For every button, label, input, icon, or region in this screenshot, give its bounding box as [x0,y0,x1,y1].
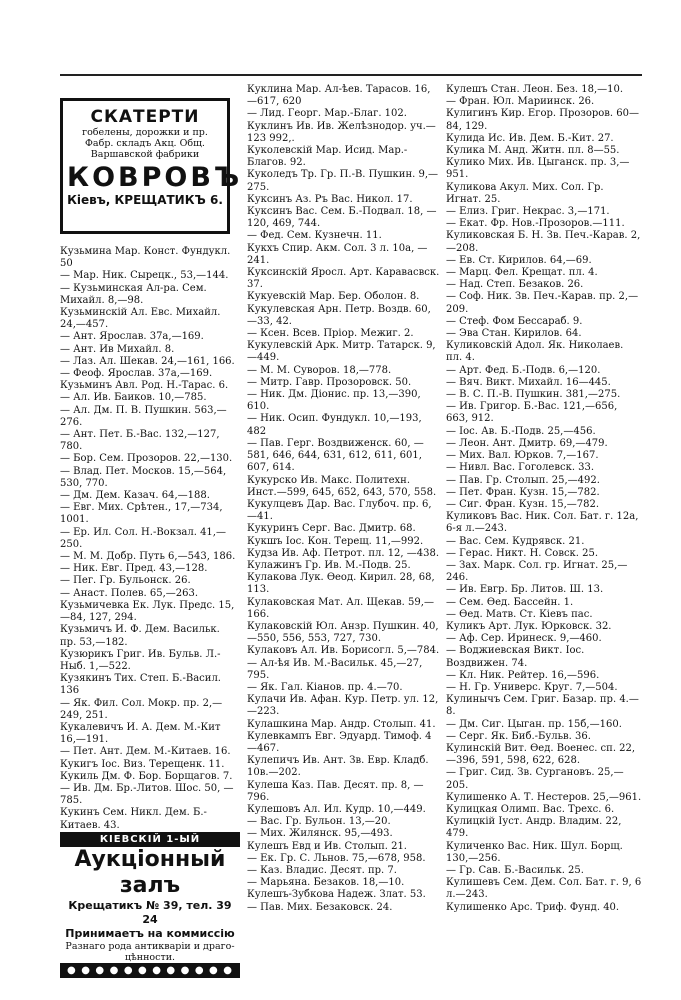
directory-entry: — Ал. Ив. Баиков. 10,—785. [60,392,207,404]
directory-entry: Кулепичъ Ив. Ант. Зв. Евр. Кладб. 10в.—202. [247,755,429,779]
directory-entry: — Ал. Дм. П. В. Пушкин. 563,—276. [60,404,227,428]
directory-entry: — Пет. Ант. Дем. М.-Китаев. 16. [60,746,231,758]
directory-entry: — Пав. Мих. Безаковск. 24. [247,901,393,913]
directory-entry: — Вяч. Викт. Михайл. 16—445. [446,376,611,388]
directory-entry: Кулешъ Евд и Ив. Столып. 21. [247,840,407,852]
directory-entry: — Ник. Осип. Фундукл. 10,—193, 482 [247,413,422,437]
directory-entry: — Бор. Сем. Прозоров. 22,—130. [60,453,233,465]
directory-entry: Кукурско Ив. Макс. Политехн. Инст.—599, 645, 652, 643, 570, 558. [247,474,437,498]
header-rule [60,74,642,76]
directory-entry: — Ив. Евгр. Бр. Литов. Ш. 13. [446,584,604,596]
directory-entry: — Воджиевская Викт. Іос. Воздвижен. 74. [446,645,585,669]
column-right [446,84,642,914]
directory-entry: Кулешъ-Зубкова Надеж. Злат. 53. [247,889,426,901]
directory-entry: — Митр. Гавр. Прозоровск. 50. [247,376,412,388]
directory-entry: — Сиг. Фран. Кузн. 15,—782. [446,498,600,510]
directory-entry: — Дм. Дем. Казач. 64,—188. [60,490,210,502]
directory-entry: Кулицкій Іуст. Андр. Владим. 22, 479. [446,816,622,840]
directory-entry: — Каз. Владис. Десят. пр. 7. [247,865,397,876]
directory-entry: Кулеша Каз. Пав. Десят. пр. 8, —796. [247,779,424,803]
directory-entry: Кузьминъ Авл. Род. Н.-Тарас. 6. [60,380,229,392]
ad-auction-title: Аукціонный залъ [74,847,226,898]
directory-entry: Кукхъ Спир. Акм. Сол. 3 л. 10а, —241. [247,242,428,266]
directory-entry: Кукуевскій Мар. Бер. Оболон. 8. [247,291,420,303]
directory-entry: — Ив. Григор. Б.-Вас. 121,—656, 663, 912. [446,401,618,425]
directory-entry: Кулинскій Вит. Ѳед. Военес. сп. 22,—396, 591, 598, 622, 628. [446,742,636,767]
directory-entry: — Анаст. Полев. 65,—263. [60,587,199,599]
directory-entry: — Лид. Георг. Мар.-Благ. 102. [247,108,407,120]
directory-entry: Кулаковъ Ал. Ив. Борисогл. 5,—784. [247,645,440,657]
directory-entry: Кулевкампъ Евг. Эдуард. Тимоф. 4—467. [247,730,432,754]
ad-auction-bottom-bar: ● ● ● ● ● ● ● ● ● ● ● ● ● ● [60,963,240,978]
directory-entry: — Пет. Фран. Кузн. 15,—782. [446,486,600,498]
directory-entry: — Пав. Гр. Столып. 25,—492. [446,474,600,486]
directory-entry: — Ксен. Всев. Пріор. Межиг. 2. [247,328,414,340]
directory-entry: Кукуринъ Серг. Вас. Дмитр. 68. [247,523,416,535]
directory-entry: — В. С. П.-В. Пушкин. 381,—275. [446,389,621,401]
directory-entry: — Кл. Ник. Рейтер. 16,—596. [446,669,600,681]
directory-entry: — Вас. Гр. Бульон. 13,—20. [247,816,391,828]
directory-entry: — Над. Степ. Безаков. 26. [446,279,584,291]
directory-entry: — Сем. Ѳед. Бассейн. 1. [446,596,574,608]
directory-entry: — Евг. Мих. Срѣтен., 17,—734, 1001. [60,502,223,526]
directory-entry: — Леон. Ант. Дмитр. 69,—479. [446,437,608,449]
directory-entry: — Гр. Сав. Б.-Васильк. 25. [446,865,584,876]
directory-entry: Кукулевскій Арк. Митр. Татарск. 9,—449. [247,340,436,364]
directory-entry: Куликовская Б. Н. Зв. Печ.-Карав. 2,—208. [446,230,641,254]
directory-entry: — Пав. Герг. Воздвиженск. 60, —581, 646, 644, 631, 612, 611, 601, 607, 614. [247,437,424,474]
directory-entry: — Лаз. Ал. Шекав. 24,—161, 166. [60,355,235,367]
directory-entry: — Як. Фил. Сол. Мокр. пр. 2,—249, 251. [60,697,223,721]
directory-entry: — Ер. Ил. Сол. Н.-Вокзал. 41,—250. [60,526,226,550]
directory-entry: — Кузьминская Ал-ра. Сем. Михайл. 8,—98. [60,282,207,306]
directory-entry: Кулика М. Анд. Житн. пл. 8—55. [446,145,620,157]
directory-entry: — Григ. Сид. Зв. Сургановъ. 25,—205. [446,767,624,791]
directory-entry: Куликовъ Вас. Ник. Сол. Бат. г. 12а, 6-я л.—243. [446,511,639,535]
directory-entry: Кулишенко Арс. Триф. Фунд. 40. [446,901,620,913]
directory-entry: Кулаковскій Юл. Анзр. Пушкин. 40,—550, 556, 553, 727, 730. [247,620,439,645]
directory-entry: Куксинскій Яросл. Арт. Каравасвск. 37. [247,267,440,291]
directory-entry: Кузьмичевка Ек. Лук. Предс. 15,—84, 127, 294. [60,599,235,624]
directory-entry: — Елиз. Григ. Некрас. 3,—171. [446,206,610,218]
directory-entry: Кукулевская Арн. Петр. Воздв. 60,—33, 42. [247,303,431,327]
directory-entry: — Ник. Евг. Пред. 43,—128. [60,563,208,575]
directory-entry: — Серг. Як. Биб.-Бульв. 36. [446,730,591,742]
ad-heading: СКАТЕРТИ [90,107,200,127]
directory-entry: — Стеф. Фом Бессараб. 9. [446,315,583,327]
directory-entry: — Ек. Гр. С. Льнов. 75,—678, 958. [247,852,426,864]
column-left [60,246,238,832]
directory-entry: Кузьминскій Ал. Евс. Михайл. 24,—457. [60,307,221,331]
directory-entry: Кулачи Ив. Афан. Кур. Петр. ул. 12,—223. [247,694,439,718]
directory-entry: Кулешовъ Ал. Ил. Кудр. 10,—449. [247,803,426,815]
directory-entry: — М. М. Суворов. 18,—778. [247,364,392,376]
directory-entry: — Мих. Жилянск. 95,—493. [247,828,393,840]
directory-entry: — Нивл. Вас. Гоголевск. 33. [446,462,595,474]
ad-auction [60,832,240,991]
ad-carpets: КОВРОВЪ [67,162,243,193]
directory-entry: Кулишенко А. Т. Нестеров. 25,—961. [446,791,642,803]
directory-entry: Кулешъ Стан. Леон. Без. 18,—10. [446,84,624,95]
directory-entry: — Соф. Ник. Зв. Печ.-Карав. пр. 2,—209. [446,291,639,315]
directory-entry: — М. М. Добр. Путь 6,—543, 186. [60,551,236,563]
directory-entry: Кузьмина Мар. Конст. Фундукл. 50 [60,246,231,270]
directory-entry: — Ант. Пет. Б.-Вас. 132,—127, 780. [60,429,220,453]
ad-subline: гобелены, дорожки и пр. [82,127,208,138]
directory-entry: Кулажинъ Гр. Ив. М.-Подв. 25. [247,559,411,571]
directory-entry: — Ив. Дм. Бр.-Литов. Шос. 50, —785. [60,782,234,807]
directory-entry: — Екат. Фр. Нов.-Прозоров.—111. [446,218,625,230]
directory-entry: — Вас. Сем. Кудрявск. 21. [446,535,585,547]
directory-entry: — Марц. Фел. Крещат. пл. 4. [446,267,598,279]
directory-entry: Кулашкина Мар. Андр. Столып. 41. [247,718,436,730]
directory-entry: — Фед. Сем. Кузнечн. 11. [247,230,382,242]
directory-entry: Кулицкая Олимп. Вас. Трехс. 6. [446,803,615,815]
directory-entry: — Марьяна. Безаков. 18,—10. [247,877,405,889]
directory-entry: Куликовскій Адол. Як. Николаев. пл. 4. [446,340,624,364]
directory-entry: Кудза Ив. Аф. Петрот. пл. 12, —438. [247,547,440,559]
directory-entry: — Пег. Гр. Бульонск. 26. [60,575,191,587]
directory-entry: Кулико Мих. Ив. Цыганск. пр. 3,—951. [446,157,630,181]
directory-entry: Куличенко Вас. Ник. Шул. Борщ. 130,—256. [446,840,623,864]
directory-entry: Кулишевъ Сем. Дем. Сол. Бат. г. 9, 6 л.—243. [446,877,642,901]
ad-factory: Фабр. складъ Акц. Общ. Варшавской фабрики [85,138,205,160]
directory-entry: Куликъ Арт. Лук. Юрковск. 32. [446,620,612,632]
ad-auction-commission: Принимаетъ на коммиссію [65,927,235,940]
directory-entry: — Ѳед. Матв. Ст. Кіевъ пас. [446,608,593,620]
directory-entry: — Арт. Фед. Б.-Подв. 6,—120. [446,364,601,376]
directory-entry: — Іос. Ав. Б.-Подв. 25,—456. [446,425,596,437]
directory-entry: Куколевскій Мар. Исид. Мар.-Благов. 92. [247,145,408,169]
directory-entry: — Як. Гал. Кіанов. пр. 4.—70. [247,681,403,693]
directory-entry: Кулаковская Мат. Ал. Щекав. 59,—166. [247,596,434,620]
ad-tablecloths [60,98,243,234]
directory-entry: Куксинъ Аз. Ръ Вас. Никол. 17. [247,193,413,205]
directory-entry: Куклина Мар. Ал-ѣев. Тарасов. 16,—617, 620 [247,84,431,108]
directory-entry: — Мар. Ник. Сырецк., 53,—144. [60,270,229,282]
directory-entry: — Ант. Ярослав. 37а,—169. [60,331,204,343]
directory-entry: Кукинъ Сем. Никл. Дем. Б.-Китаев. 43. [60,807,207,831]
directory-entry: Кузьмичъ И. Ф. Дем. Васильк. пр. 53,—182. [60,624,220,648]
ad-auction-address: Крещатикъ № 39, тел. 39 24 [68,899,232,926]
directory-entry: Кулакова Лук. Ѳеод. Кирил. 28, 68, 113. [247,572,435,596]
directory-entry: — Ник. Дм. Діонис. пр. 13,—390, 610. [247,389,421,413]
directory-entry: — Ант. Ив Михайл. 8. [60,343,175,355]
ad-auction-goods: Разнаго рода антикваріи и драго-цѣнности. [65,941,235,963]
directory-entry: — Герас. Никт. Н. Совск. 25. [446,547,599,559]
directory-entry: — Ал-ѣя Ив. М.-Васильк. 45,—27, 795. [247,657,423,681]
directory-entry: Кузякинъ Тих. Степ. Б.-Васил. 136 [60,673,221,697]
directory-entry: Куколедъ Тр. Гр. П.-В. Пушкин. 9,—275. [247,169,439,193]
directory-entry: — Аф. Сер. Иринеск. 9,—460. [446,633,602,645]
directory-entry: Кукигъ Іос. Виз. Терещенк. 11. [60,758,225,770]
directory-entry: Кулигинъ Кир. Егор. Прозоров. 60—84, 129. [446,108,639,132]
ad-address: Кіевъ, КРЕЩАТИКЪ 6. [67,193,223,207]
directory-entry: — Ев. Ст. Кирилов. 64,—69. [446,254,592,266]
directory-entry: Кукалевичъ И. А. Дем. М.-Кит 16,—191. [60,721,221,746]
directory-entry: — Зах. Марк. Сол. гр. Игнат. 25,—246. [446,559,628,584]
directory-entry: Кукулцевъ Дар. Вас. Глубоч. пр. 6,—41. [247,498,432,523]
directory-entry: Кузюрикъ Григ. Ив. Бульв. Л.-Ныб. 1,—522. [60,648,221,672]
directory-entry: — Мих. Вал. Юрков. 7,—167. [446,450,599,462]
directory-entry: — Феоф. Ярослав. 37а,—169. [60,368,213,380]
directory-entry: Куклинъ Ив. Ив. Желѣзнодор. уч.—123 992,. [247,120,436,144]
directory-entry: — Фран. Юл. Мариинск. 26. [446,96,595,108]
directory-entry: Кулинычъ Сем. Григ. Базар. пр. 4.—8. [446,694,639,718]
directory-entry: — Дм. Сиг. Цыган. пр. 15б,—160. [446,718,622,730]
directory-entry: Куксинъ Вас. Сем. Б.-Подвал. 18, —120, 469, 744. [247,206,437,230]
ad-auction-top-bar: КІЕВСКІЙ 1-ЫЙ [60,832,240,847]
directory-entry: Куликова Акул. Мих. Сол. Гр. Игнат. 25. [446,181,604,205]
directory-entry: Кукшъ Іос. Кон. Терещ. 11,—992. [247,535,424,547]
directory-entry: — Влад. Пет. Москов. 15,—564, 530, 770. [60,465,227,489]
column-middle [247,84,440,914]
directory-entry: Кукиль Дм. Ф. Бор. Борщагов. 7. [60,770,233,782]
directory-entry: — Н. Гр. Универс. Круг. 7,—504. [446,681,618,693]
directory-entry: — Эва Стан. Кирилов. 64. [446,328,582,340]
directory-entry: Кулида Ис. Ив. Дем. Б.-Кит. 27. [446,132,614,144]
